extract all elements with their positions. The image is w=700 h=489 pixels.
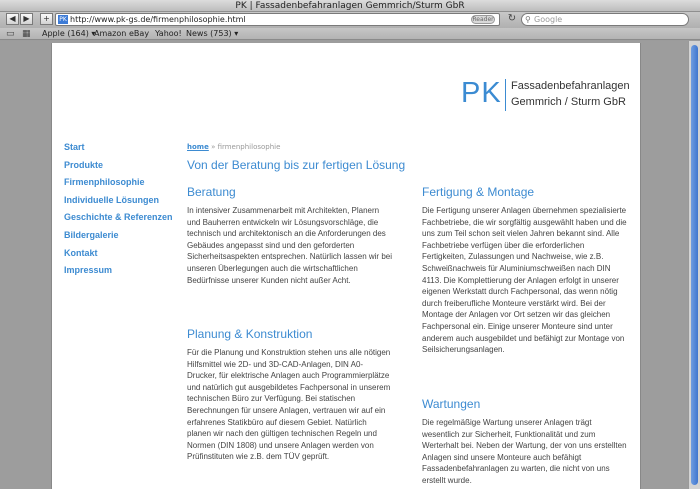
section-fertigung-montage <box>422 184 627 356</box>
nav-item-start[interactable]: Start <box>64 142 85 152</box>
reader-button[interactable]: Reader <box>472 16 494 23</box>
nav-item-impressum[interactable]: Impressum <box>64 265 113 276</box>
section-title: Planung & Konstruktion <box>187 327 313 341</box>
section-text: Die regelmäßige Wartung unserer Anlagen trägt wesentlich zur Sicherheit, Funktionalität und zum Werterhalt bei. Neben der Wartung, der von uns erstellten Anlagen sind unsere Monteure auch befähigt Fassadenbefahranlagen zu warten, die nicht von uns erstellt wurde. <box>422 418 627 485</box>
show-all-bookmarks-icon[interactable]: ▦ <box>22 29 31 39</box>
section-title: Beratung <box>187 185 236 199</box>
nav-item-geschichte-referenzen[interactable]: Geschichte & Referenzen <box>64 212 173 223</box>
bookmark-ebay[interactable]: eBay <box>129 29 150 38</box>
scrollbar-thumb[interactable] <box>691 45 698 485</box>
breadcrumb <box>187 142 280 152</box>
search-field[interactable] <box>521 13 689 26</box>
page-title: Von der Beratung bis zur fertigen Lösung <box>187 158 406 172</box>
search-icon: ⚲ <box>525 15 531 24</box>
forward-icon[interactable]: ▶ <box>20 13 33 25</box>
logo-company-owners: Gemmrich / Sturm GbR <box>511 96 626 108</box>
bookmark-yahoo[interactable]: Yahoo! <box>155 29 182 38</box>
section-beratung <box>187 184 392 286</box>
reading-list-icon[interactable]: ▭ <box>6 29 15 39</box>
logo-initials[interactable]: PK <box>461 77 502 109</box>
bookmark-amazon[interactable]: Amazon <box>94 29 127 38</box>
section-text: Für die Planung und Konstruktion stehen uns alle nötigen Hilfsmittel wie 2D- und 3D-CAD-Anlagen, DIN A0-Drucker, für elektrische Anlagen auch Programmierplätze und natürlich gut ausgebildetes Fachpersonal in unserem technischen Büro zur Verfügung. Bei statischen Berechnungen für unsere Anlagen, vertrauen wir auf ein erfahrenes Statikbüro auf diesem Gebiet. Natürlich planen wir nach den gültigen technischen Regeln und Normen (DIN 1808) und unsere Anlagen werden von Prüfinstituten wie z.B. dem TÜV geprüft. <box>187 348 391 462</box>
nav-item-firmenphilosophie[interactable]: Firmenphilosophie <box>64 177 145 188</box>
browser-toolbar <box>0 12 700 28</box>
add-bookmark-icon[interactable]: + <box>40 13 53 25</box>
window-titlebar <box>0 0 700 12</box>
breadcrumb-current: firmenphilosophie <box>217 143 281 151</box>
main-navigation <box>64 139 189 280</box>
window-title: PK | Fassadenbefahranlagen Gemmrich/Sturm GbR <box>235 1 465 11</box>
address-text[interactable]: http://www.pk-gs.de/firmenphilosophie.html <box>70 15 246 24</box>
reload-icon[interactable]: ↻ <box>507 13 517 24</box>
logo-divider <box>505 79 506 111</box>
section-wartungen <box>422 396 627 487</box>
nav-item-produkte[interactable]: Produkte <box>64 159 104 170</box>
search-placeholder: Google <box>534 15 563 24</box>
bookmarks-bar <box>0 28 700 40</box>
back-icon[interactable]: ◀ <box>6 13 19 25</box>
address-bar[interactable] <box>55 13 500 26</box>
section-text: In intensiver Zusammenarbeit mit Architekten, Planern und Bauherren entwickeln wir Lösungsvorschläge, die technisch und architektonisch an die Anforderungen des Gebäudes angepasst sind und den geforderten Sicherheitsaspekten entsprechen. Natürlich lassen wir bei unseren Überlegungen auch die wirtschaftlichen Bedürfnisse unserer Kunden nicht außer Acht. <box>187 206 392 285</box>
web-page <box>51 43 641 489</box>
breadcrumb-home-link[interactable]: home <box>187 143 209 151</box>
section-text: Die Fertigung unserer Anlagen übernehmen spezialisierte Fachbetriebe, die wir sorgfältig ausgewählt haben und die uns zum Teil schon seit vielen Jahren bekannt sind. Alle Fachbetriebe verfügen über die erforderlichen Fertigkeiten, Zulassungen und Nachweise, wie z.B. Schweißnachweis für Aluminiumschweißen nach DIN 4113. Die Komplettierung der Anlagen erfolgt in unserer eigenen Werkstatt durch Fachpersonal, das wenn nötig durch freiberufliche Monteure verstärkt wird. Bei der Montage der Anlagen vor Ort setzen wir das gleichen Fachpersonal ein. Einige unserer Monteure sind unter anderem auch ausgebildet und befähigt zur Montage von Seilsicherungsanlagen. <box>422 206 627 355</box>
section-title: Wartungen <box>422 397 481 411</box>
nav-item-individuelle-loesungen[interactable]: Individuelle Lösungen <box>64 194 160 205</box>
section-planung-konstruktion <box>187 326 392 463</box>
bookmark-news[interactable]: News (753) ▾ <box>186 29 239 38</box>
nav-item-kontakt[interactable]: Kontakt <box>64 247 98 258</box>
logo-company-name: Fassadenbefahranlagen <box>511 80 630 92</box>
bookmark-apple[interactable]: Apple (164) ▾ <box>42 29 96 38</box>
site-favicon-icon: PK <box>59 16 67 23</box>
nav-item-bildergalerie[interactable]: Bildergalerie <box>64 229 119 240</box>
section-title: Fertigung & Montage <box>422 185 535 199</box>
breadcrumb-separator: » <box>208 143 218 151</box>
vertical-scrollbar[interactable] <box>688 41 700 489</box>
